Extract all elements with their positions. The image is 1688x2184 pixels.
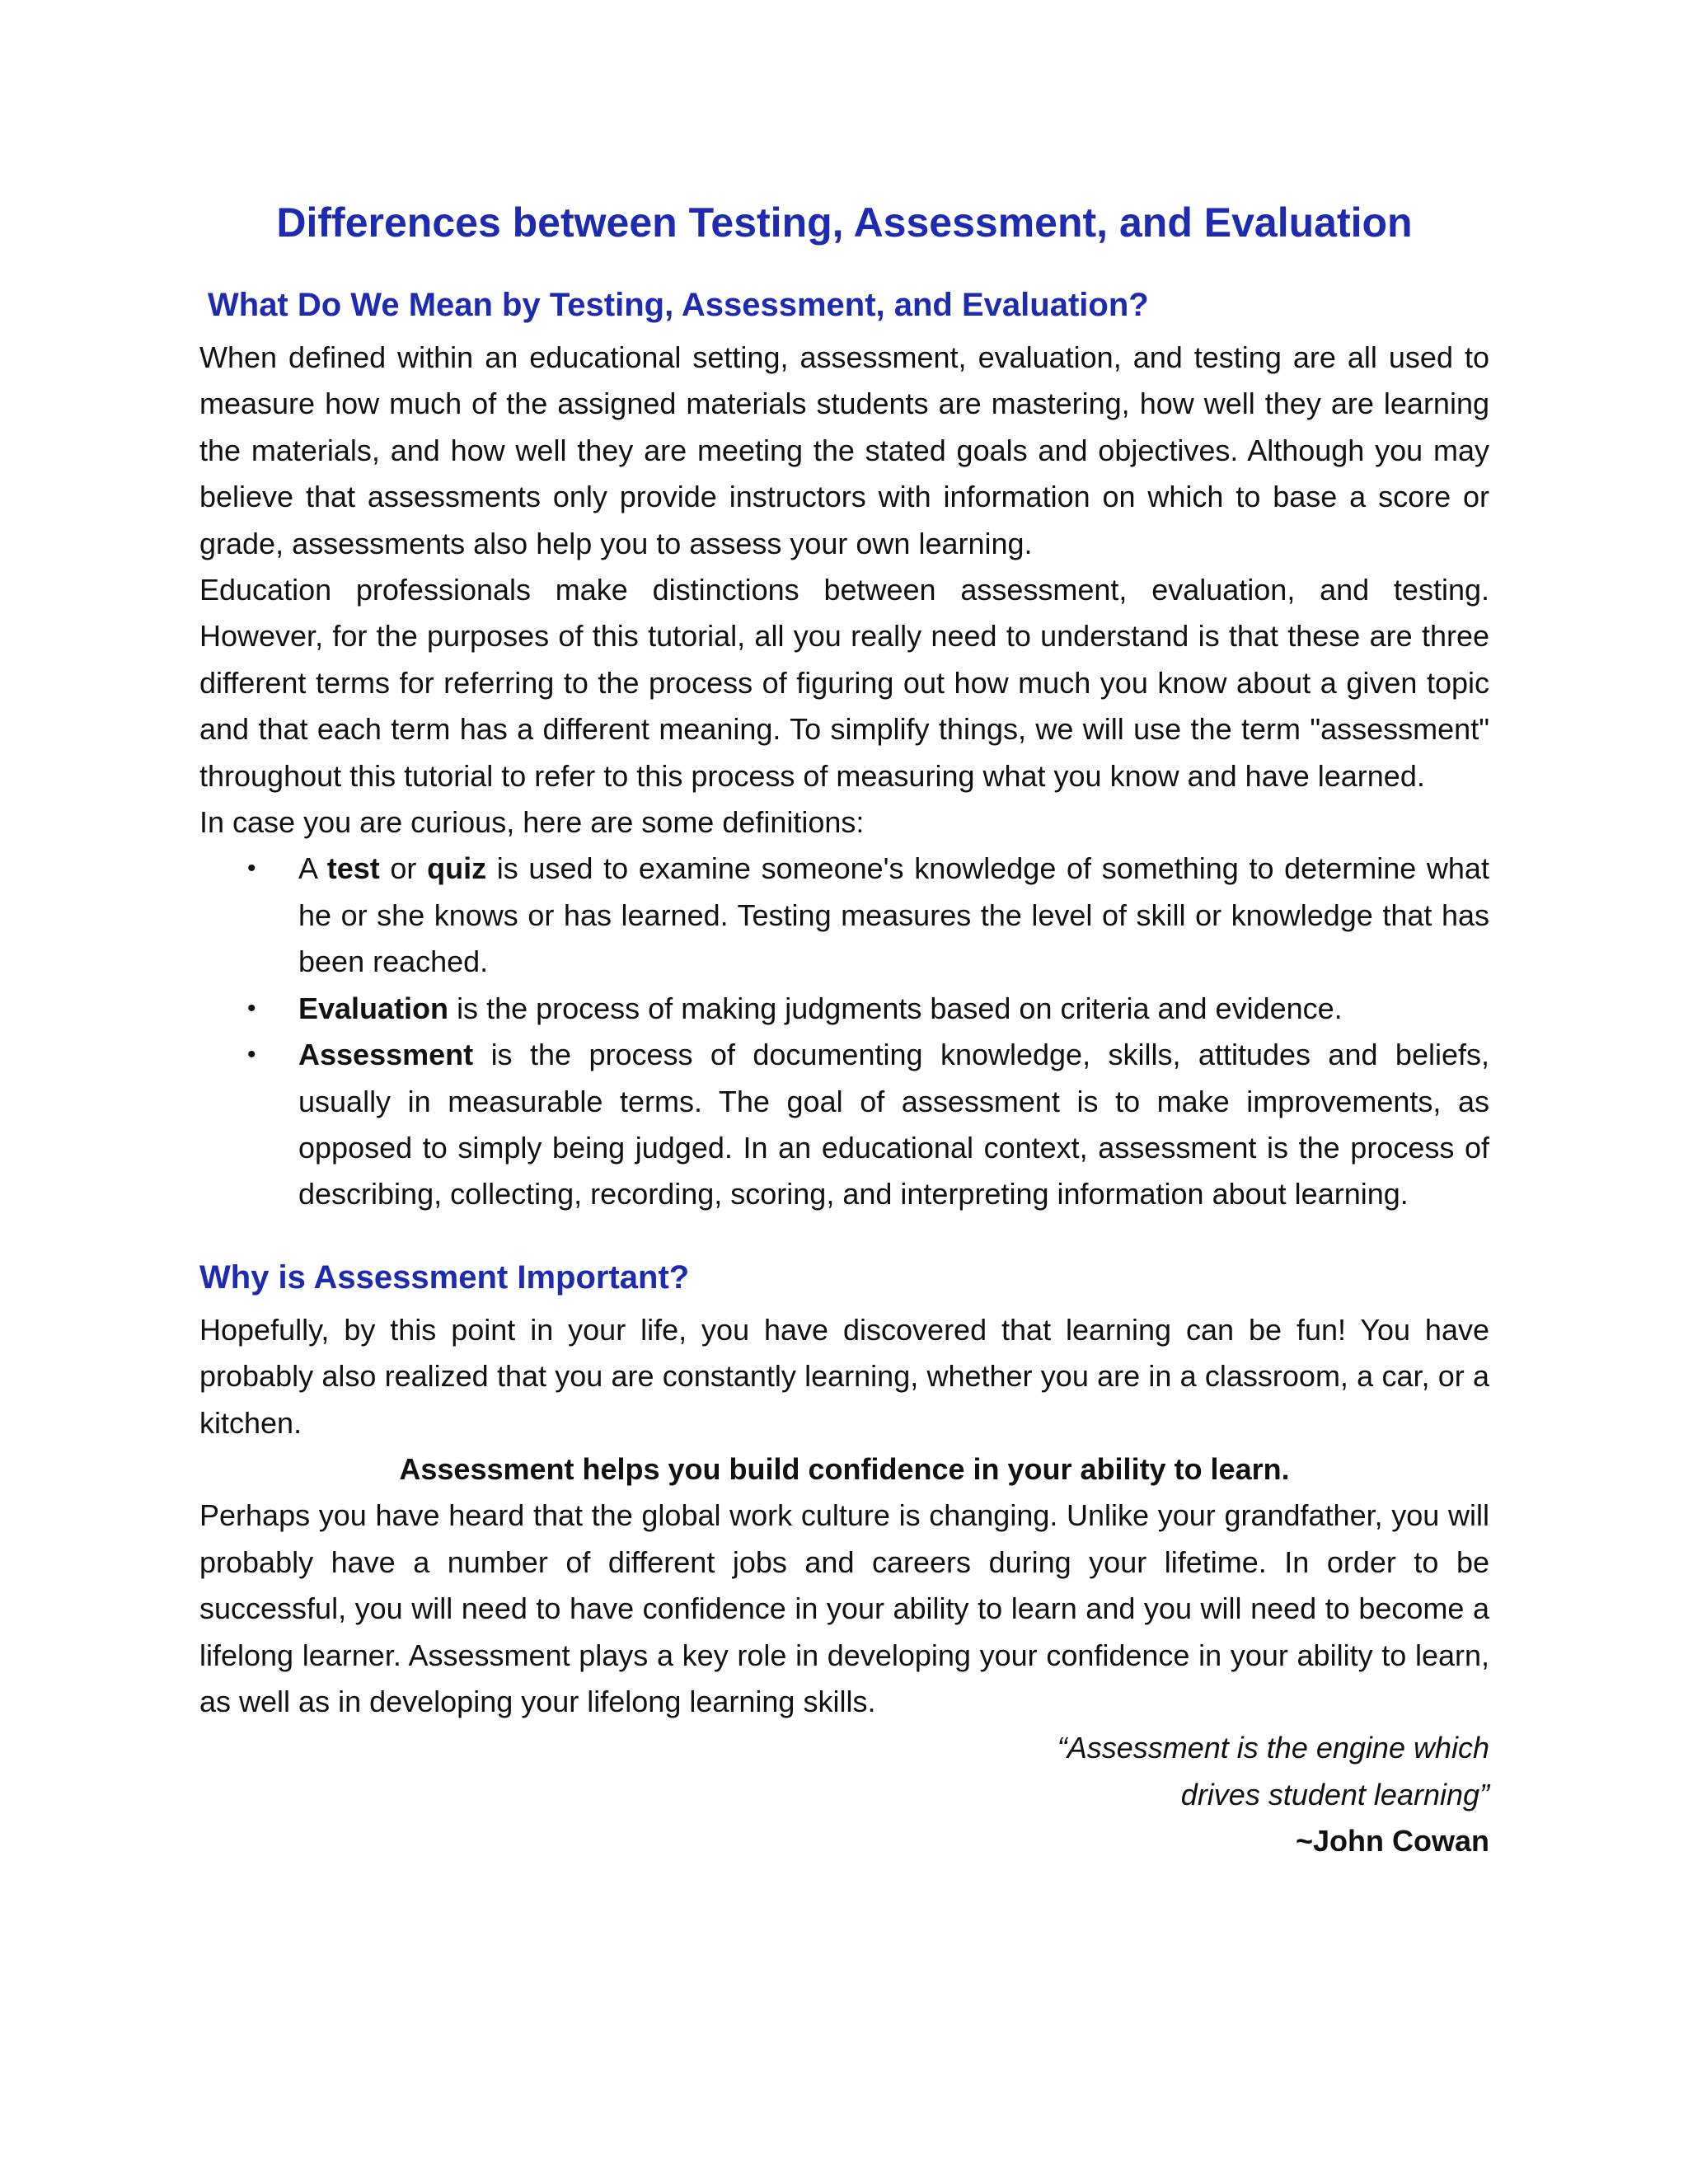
highlight-statement: Assessment helps you build confidence in your ability to learn. [399, 1451, 1290, 1486]
author-name: John Cowan [1313, 1824, 1489, 1858]
document-title: Differences between Testing, Assessment, and Evaluation [276, 199, 1413, 246]
paragraph: Hopefully, by this point in your life, you have discovered that learning can be fun! You have probably also realized that you are constantly learning, whether you are in a classroom, a car, or a kitchen. [199, 1312, 1489, 1440]
section-heading-importance: Why is Assessment Important? [199, 1258, 690, 1296]
quote-line: drives student learning” [1180, 1777, 1489, 1811]
document-page [199, 198, 1489, 1865]
list-item-test [199, 846, 1489, 985]
def-article: A [298, 851, 317, 886]
definitions-intro: In case you are curious, here are some definitions: [199, 805, 865, 840]
definitions-list [199, 846, 1489, 1217]
bullet-icon: • [247, 994, 256, 1022]
quote-author [199, 1818, 1489, 1864]
section-heading-definitions: What Do We Mean by Testing, Assessment, and Evaluation? [208, 287, 1149, 323]
bullet-icon: • [247, 1041, 256, 1069]
def-text-assessment: is the process of documenting knowledge, skills, attitudes and beliefs, usually in measurable terms. The goal of assessment is to make improvements, as opposed to simply being judged. In an educational context, assessment is the process of describing, collecting, recording, scoring, and interpreting information about learning. [298, 1038, 1489, 1212]
def-text-test: is used to examine someone's knowledge of something to determine what he or she knows or has learned. Testing measures the level of skill or knowledge that has been reached. [298, 851, 1489, 979]
list-item-evaluation [199, 986, 1489, 1032]
author-prefix: ~ [1295, 1824, 1313, 1858]
list-item-assessment [199, 1032, 1489, 1218]
paragraph: When defined within an educational setting, assessment, evaluation, and testing are all used to measure how much of the assigned materials students are mastering, how well they are learning the materials, and how well they are meeting the stated goals and objectives. Although you may believe that assessments only provide instructors with information on which to base a score or grade, assessments also help you to assess your own learning. [199, 340, 1489, 560]
bullet-icon: • [247, 855, 256, 883]
def-text-evaluation: is the process of making judgments based on criteria and evidence. [457, 991, 1343, 1025]
paragraph: Education professionals make distinctions between assessment, evaluation, and testing. However, for the purposes of this tutorial, all you really need to understand is that these are three different terms for referring to the process of figuring out how much you know about a given topic and that each term has a different meaning. To simplify things, we will use the term "assessment" throughout this tutorial to refer to this process of measuring what you know and have learned. [199, 573, 1489, 793]
def-term-assessment: Assessment [298, 1038, 474, 1072]
paragraph: Perhaps you have heard that the global work culture is changing. Unlike your grandfather, you will probably have a number of different jobs and careers during your lifetime. In order to be successful, you will need to have confidence in your ability to learn and you will need to become a lifelong learner. Assessment plays a key role in developing your confidence in your ability to learn, as well as in developing your lifelong learning skills. [199, 1498, 1489, 1718]
def-term-quiz: quiz [427, 851, 487, 886]
def-term-test: test [326, 851, 380, 886]
quote-line: “Assessment is the engine which [1057, 1731, 1489, 1765]
section-importance [199, 1258, 1489, 1865]
section-definitions [199, 285, 1489, 1218]
def-connector: or [390, 851, 417, 886]
def-term-evaluation: Evaluation [298, 991, 449, 1025]
